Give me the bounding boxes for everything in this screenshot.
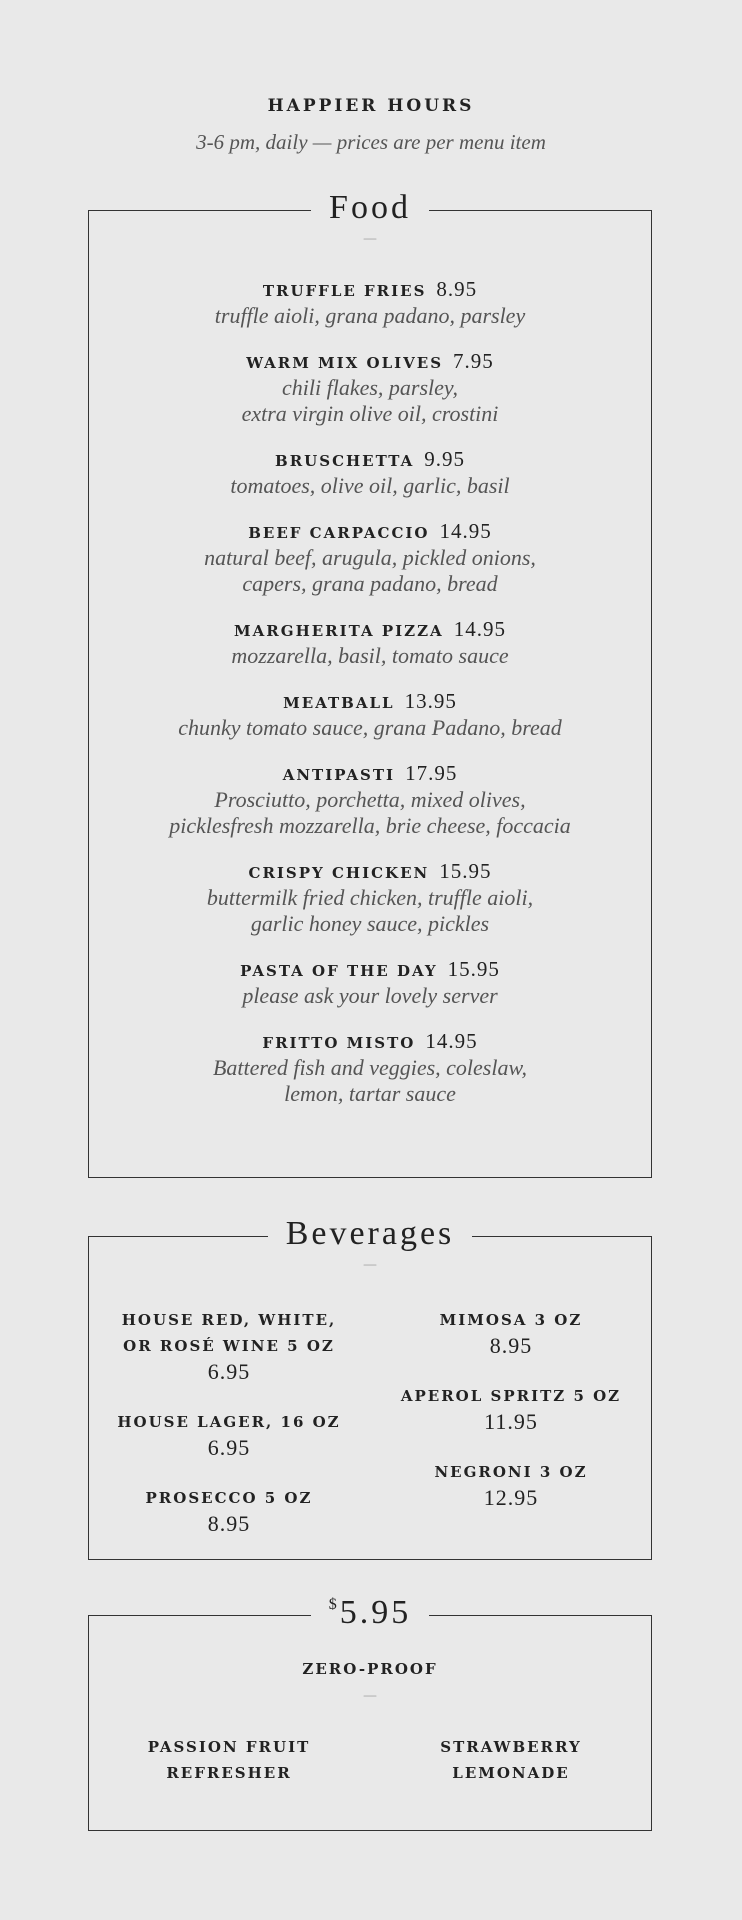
food-item-price: 17.95 <box>405 761 458 785</box>
food-item-name: ANTIPASTI <box>282 766 396 784</box>
food-item-price: 14.95 <box>425 1029 478 1053</box>
page-title: HAPPIER HOURS <box>267 96 475 116</box>
beverage-price: 6.95 <box>207 1435 251 1460</box>
beverage-name: NEGRONI 3 OZ <box>434 1463 588 1481</box>
food-item-description: picklesfresh mozzarella, brie cheese, foccacia <box>169 813 571 838</box>
beverage-item <box>99 1485 359 1537</box>
food-item-description: extra virgin olive oil, crostini <box>241 401 499 426</box>
food-item-description: natural beef, arugula, pickled onions, <box>204 545 536 570</box>
beverage-item <box>381 1459 641 1511</box>
beverage-name: OR ROSÉ WINE 5 OZ <box>123 1337 335 1355</box>
food-item-description: garlic honey sauce, pickles <box>250 911 490 936</box>
currency-symbol: $ <box>328 1596 340 1613</box>
food-item <box>89 277 651 329</box>
beverage-price: 6.95 <box>207 1359 251 1384</box>
food-item <box>89 519 651 597</box>
food-item-name: TRUFFLE FRIES <box>262 282 427 300</box>
beverages-right-column <box>381 1307 641 1535</box>
food-item-description: Prosciutto, porchetta, mixed olives, <box>214 787 526 812</box>
food-item-description: capers, grana padano, bread <box>242 571 498 596</box>
food-title: Food <box>311 189 429 226</box>
food-item-description: lemon, tartar sauce <box>284 1081 456 1106</box>
beverage-price: 8.95 <box>489 1333 533 1358</box>
zero-proof-item <box>381 1734 641 1786</box>
zero-proof-divider: — <box>363 1688 377 1704</box>
beverage-price: 11.95 <box>484 1409 538 1434</box>
beverages-section <box>88 1215 652 1560</box>
food-item <box>89 349 651 427</box>
food-item-price: 15.95 <box>447 957 500 981</box>
food-item-price: 13.95 <box>404 689 457 713</box>
beverages-divider: — <box>363 1257 377 1273</box>
food-item-price: 14.95 <box>439 519 492 543</box>
zero-proof-section <box>88 1594 652 1831</box>
zero-proof-item-name: PASSION FRUIT <box>147 1738 311 1756</box>
beverage-name: PROSECCO 5 OZ <box>145 1489 313 1507</box>
beverages-section-heading <box>89 1215 651 1253</box>
food-item <box>89 957 651 1009</box>
beverage-price: 12.95 <box>483 1485 539 1510</box>
food-section-heading <box>89 189 651 227</box>
food-item-price: 14.95 <box>453 617 506 641</box>
zero-proof-item-name: REFRESHER <box>166 1764 292 1782</box>
zero-proof-heading <box>89 1594 651 1632</box>
zero-proof-item <box>99 1734 359 1786</box>
food-section <box>88 189 652 1178</box>
zero-proof-item-name: LEMONADE <box>452 1764 570 1782</box>
beverage-price: 8.95 <box>207 1511 251 1536</box>
zero-proof-item-name: STRAWBERRY <box>440 1738 582 1756</box>
food-item-description: buttermilk fried chicken, truffle aioli, <box>206 885 534 910</box>
food-item-price: 15.95 <box>439 859 492 883</box>
food-item-name: BEEF CARPACCIO <box>248 524 430 542</box>
zero-proof-price: 5.95 <box>339 1594 412 1631</box>
beverage-name: MIMOSA 3 OZ <box>439 1311 583 1329</box>
food-item <box>89 617 651 669</box>
food-item-name: PASTA OF THE DAY <box>240 962 438 980</box>
food-item <box>89 447 651 499</box>
food-item <box>89 1029 651 1107</box>
food-item-price: 7.95 <box>453 349 494 373</box>
food-item-name: FRITTO MISTO <box>262 1034 416 1052</box>
food-item-description: Battered fish and veggies, coleslaw, <box>212 1055 528 1080</box>
beverage-name: APEROL SPRITZ 5 OZ <box>400 1387 622 1405</box>
food-divider: — <box>363 231 377 247</box>
beverage-item <box>381 1307 641 1359</box>
food-item-name: CRISPY CHICKEN <box>248 864 430 882</box>
beverages-title: Beverages <box>268 1215 473 1252</box>
food-item-description: chunky tomato sauce, grana Padano, bread <box>178 715 562 740</box>
food-item-description: mozzarella, basil, tomato sauce <box>231 643 509 668</box>
zero-proof-price-tag <box>311 1594 430 1631</box>
food-item-description: please ask your lovely server <box>242 983 498 1008</box>
food-item <box>89 761 651 839</box>
beverage-item <box>381 1383 641 1435</box>
food-item-price: 8.95 <box>436 277 478 301</box>
food-list <box>89 277 651 1127</box>
food-item-description: chili flakes, parsley, <box>282 375 458 400</box>
food-item-name: BRUSCHETTA <box>275 452 415 470</box>
food-item-description: truffle aioli, grana padano, parsley <box>214 303 526 328</box>
food-item <box>89 689 651 741</box>
page-subtitle: 3-6 pm, daily — prices are per menu item <box>196 130 546 154</box>
beverage-name: HOUSE RED, WHITE, <box>121 1311 337 1329</box>
beverages-left-column <box>99 1307 359 1561</box>
zero-proof-label: ZERO-PROOF <box>302 1660 438 1678</box>
beverage-item <box>99 1307 359 1385</box>
beverage-name: HOUSE LAGER, 16 OZ <box>117 1413 341 1431</box>
food-item-name: WARM MIX OLIVES <box>246 354 444 372</box>
food-item-name: MARGHERITA PIZZA <box>234 622 444 640</box>
beverage-item <box>99 1409 359 1461</box>
food-item <box>89 859 651 937</box>
food-item-description: tomatoes, olive oil, garlic, basil <box>230 473 510 498</box>
food-item-price: 9.95 <box>424 447 465 471</box>
food-item-name: MEATBALL <box>283 694 395 712</box>
